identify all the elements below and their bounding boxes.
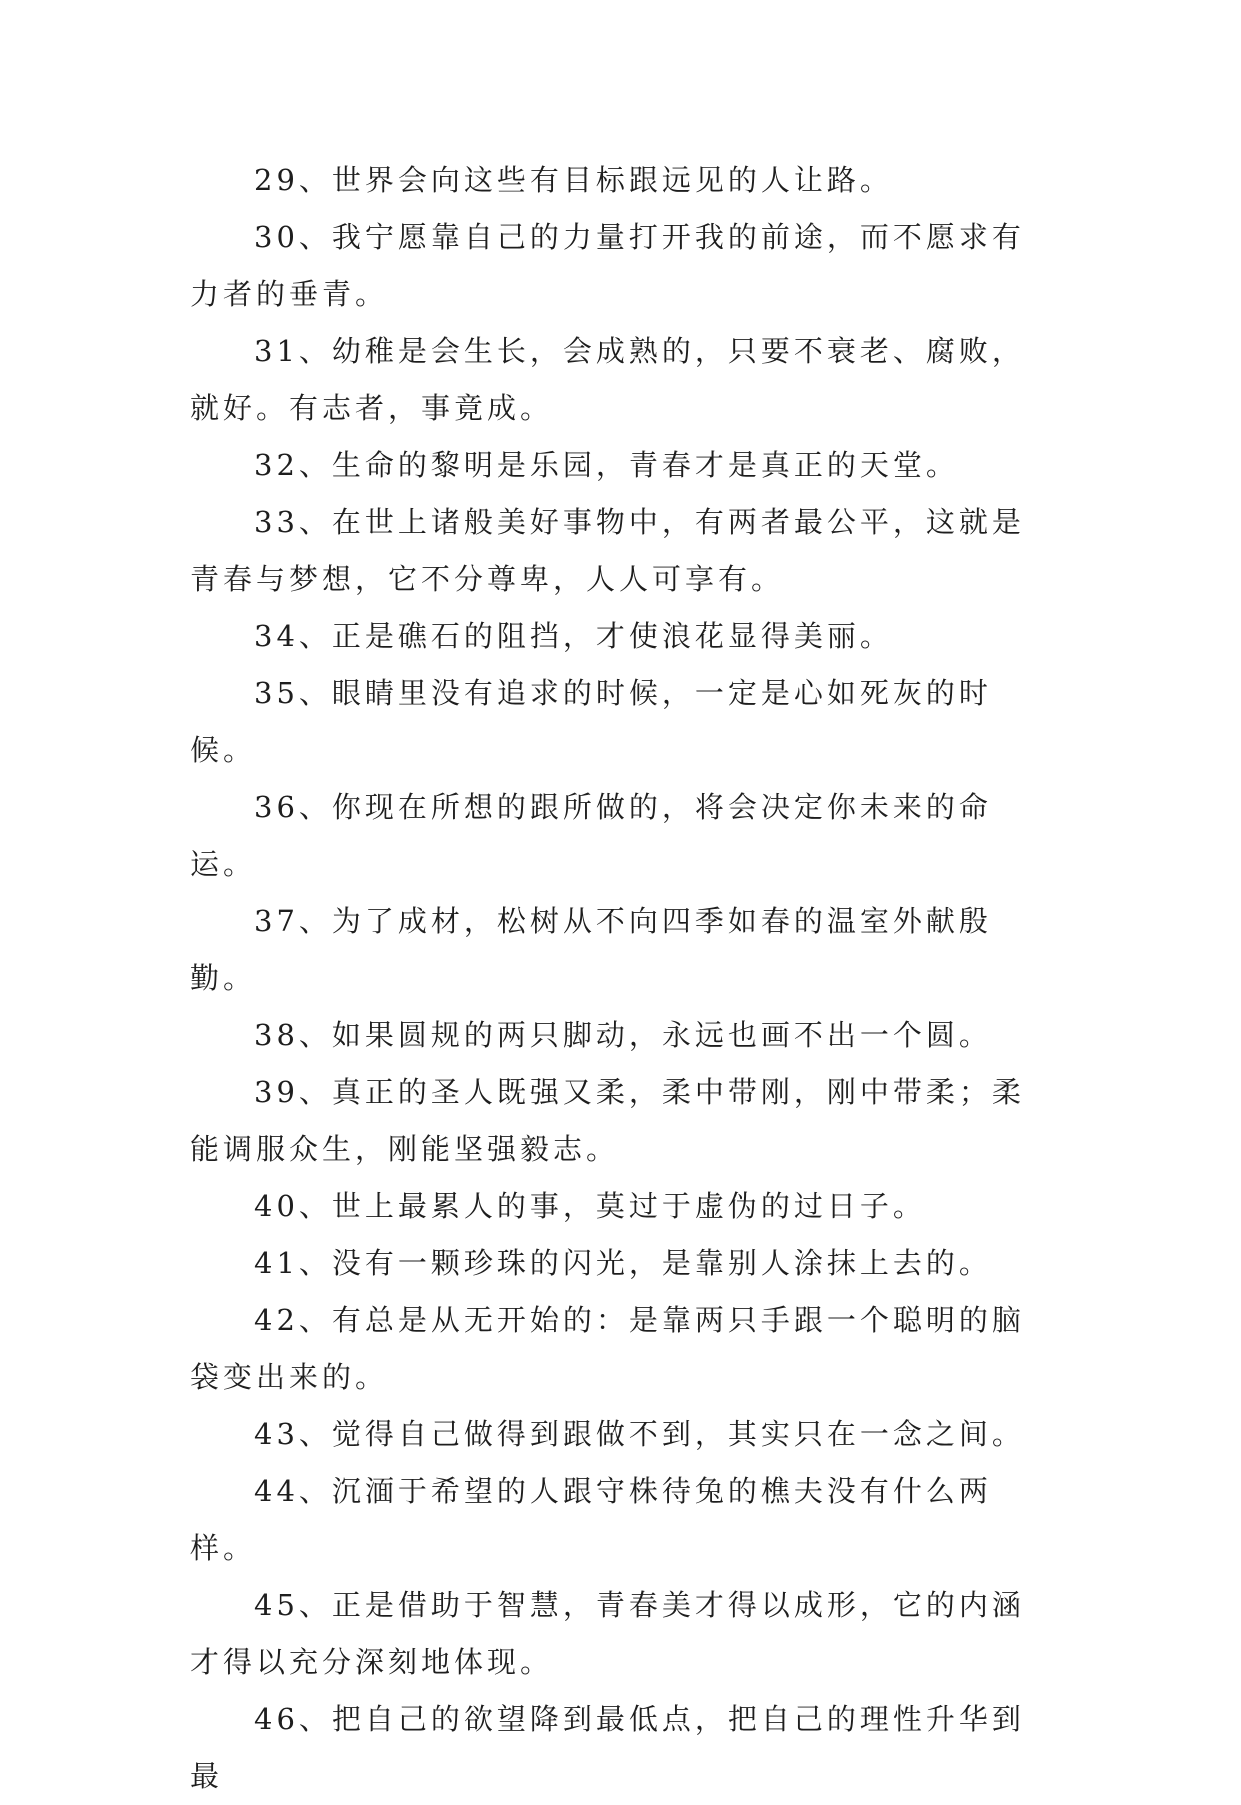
paragraph-35: 35、眼睛里没有追求的时候，一定是心如死灰的时候。	[190, 676, 992, 767]
paragraph-41: 41、没有一颗珍珠的闪光，是靠别人涂抹上去的。	[254, 1246, 992, 1280]
paragraph-42: 42、有总是从无开始的：是靠两只手跟一个聪明的脑袋变出来的。	[190, 1303, 1025, 1394]
paragraph-30: 30、我宁愿靠自己的力量打开我的前途，而不愿求有力者的垂青。	[190, 220, 1025, 311]
paragraph-36: 36、你现在所想的跟所做的，将会决定你未来的命运。	[190, 790, 992, 881]
document-body	[190, 152, 1050, 1805]
paragraph-44: 44、沉湎于希望的人跟守株待兔的樵夫没有什么两样。	[190, 1474, 992, 1565]
paragraph-31: 31、幼稚是会生长，会成熟的，只要不衰老、腐败，就好。有志者，事竟成。	[190, 334, 1025, 425]
paragraph-32: 32、生命的黎明是乐园，青春才是真正的天堂。	[254, 448, 959, 482]
paragraph-38: 38、如果圆规的两只脚动，永远也画不出一个圆。	[254, 1018, 992, 1052]
paragraph-43: 43、觉得自己做得到跟做不到，其实只在一念之间。	[254, 1417, 1025, 1451]
paragraph-39: 39、真正的圣人既强又柔，柔中带刚，刚中带柔；柔能调服众生，刚能坚强毅志。	[190, 1075, 1025, 1166]
paragraph-34: 34、正是礁石的阻挡，才使浪花显得美丽。	[254, 619, 893, 653]
paragraph-40: 40、世上最累人的事，莫过于虚伪的过日子。	[254, 1189, 926, 1223]
paragraph-33: 33、在世上诸般美好事物中，有两者最公平，这就是青春与梦想，它不分尊卑，人人可享有。	[190, 505, 1025, 596]
paragraph-45: 45、正是借助于智慧，青春美才得以成形，它的内涵才得以充分深刻地体现。	[190, 1588, 1025, 1679]
paragraph-29: 29、世界会向这些有目标跟远见的人让路。	[254, 163, 893, 197]
paragraph-37: 37、为了成材，松树从不向四季如春的温室外献殷勤。	[190, 904, 992, 995]
paragraph-46: 46、把自己的欲望降到最低点，把自己的理性升华到最	[190, 1702, 1025, 1793]
